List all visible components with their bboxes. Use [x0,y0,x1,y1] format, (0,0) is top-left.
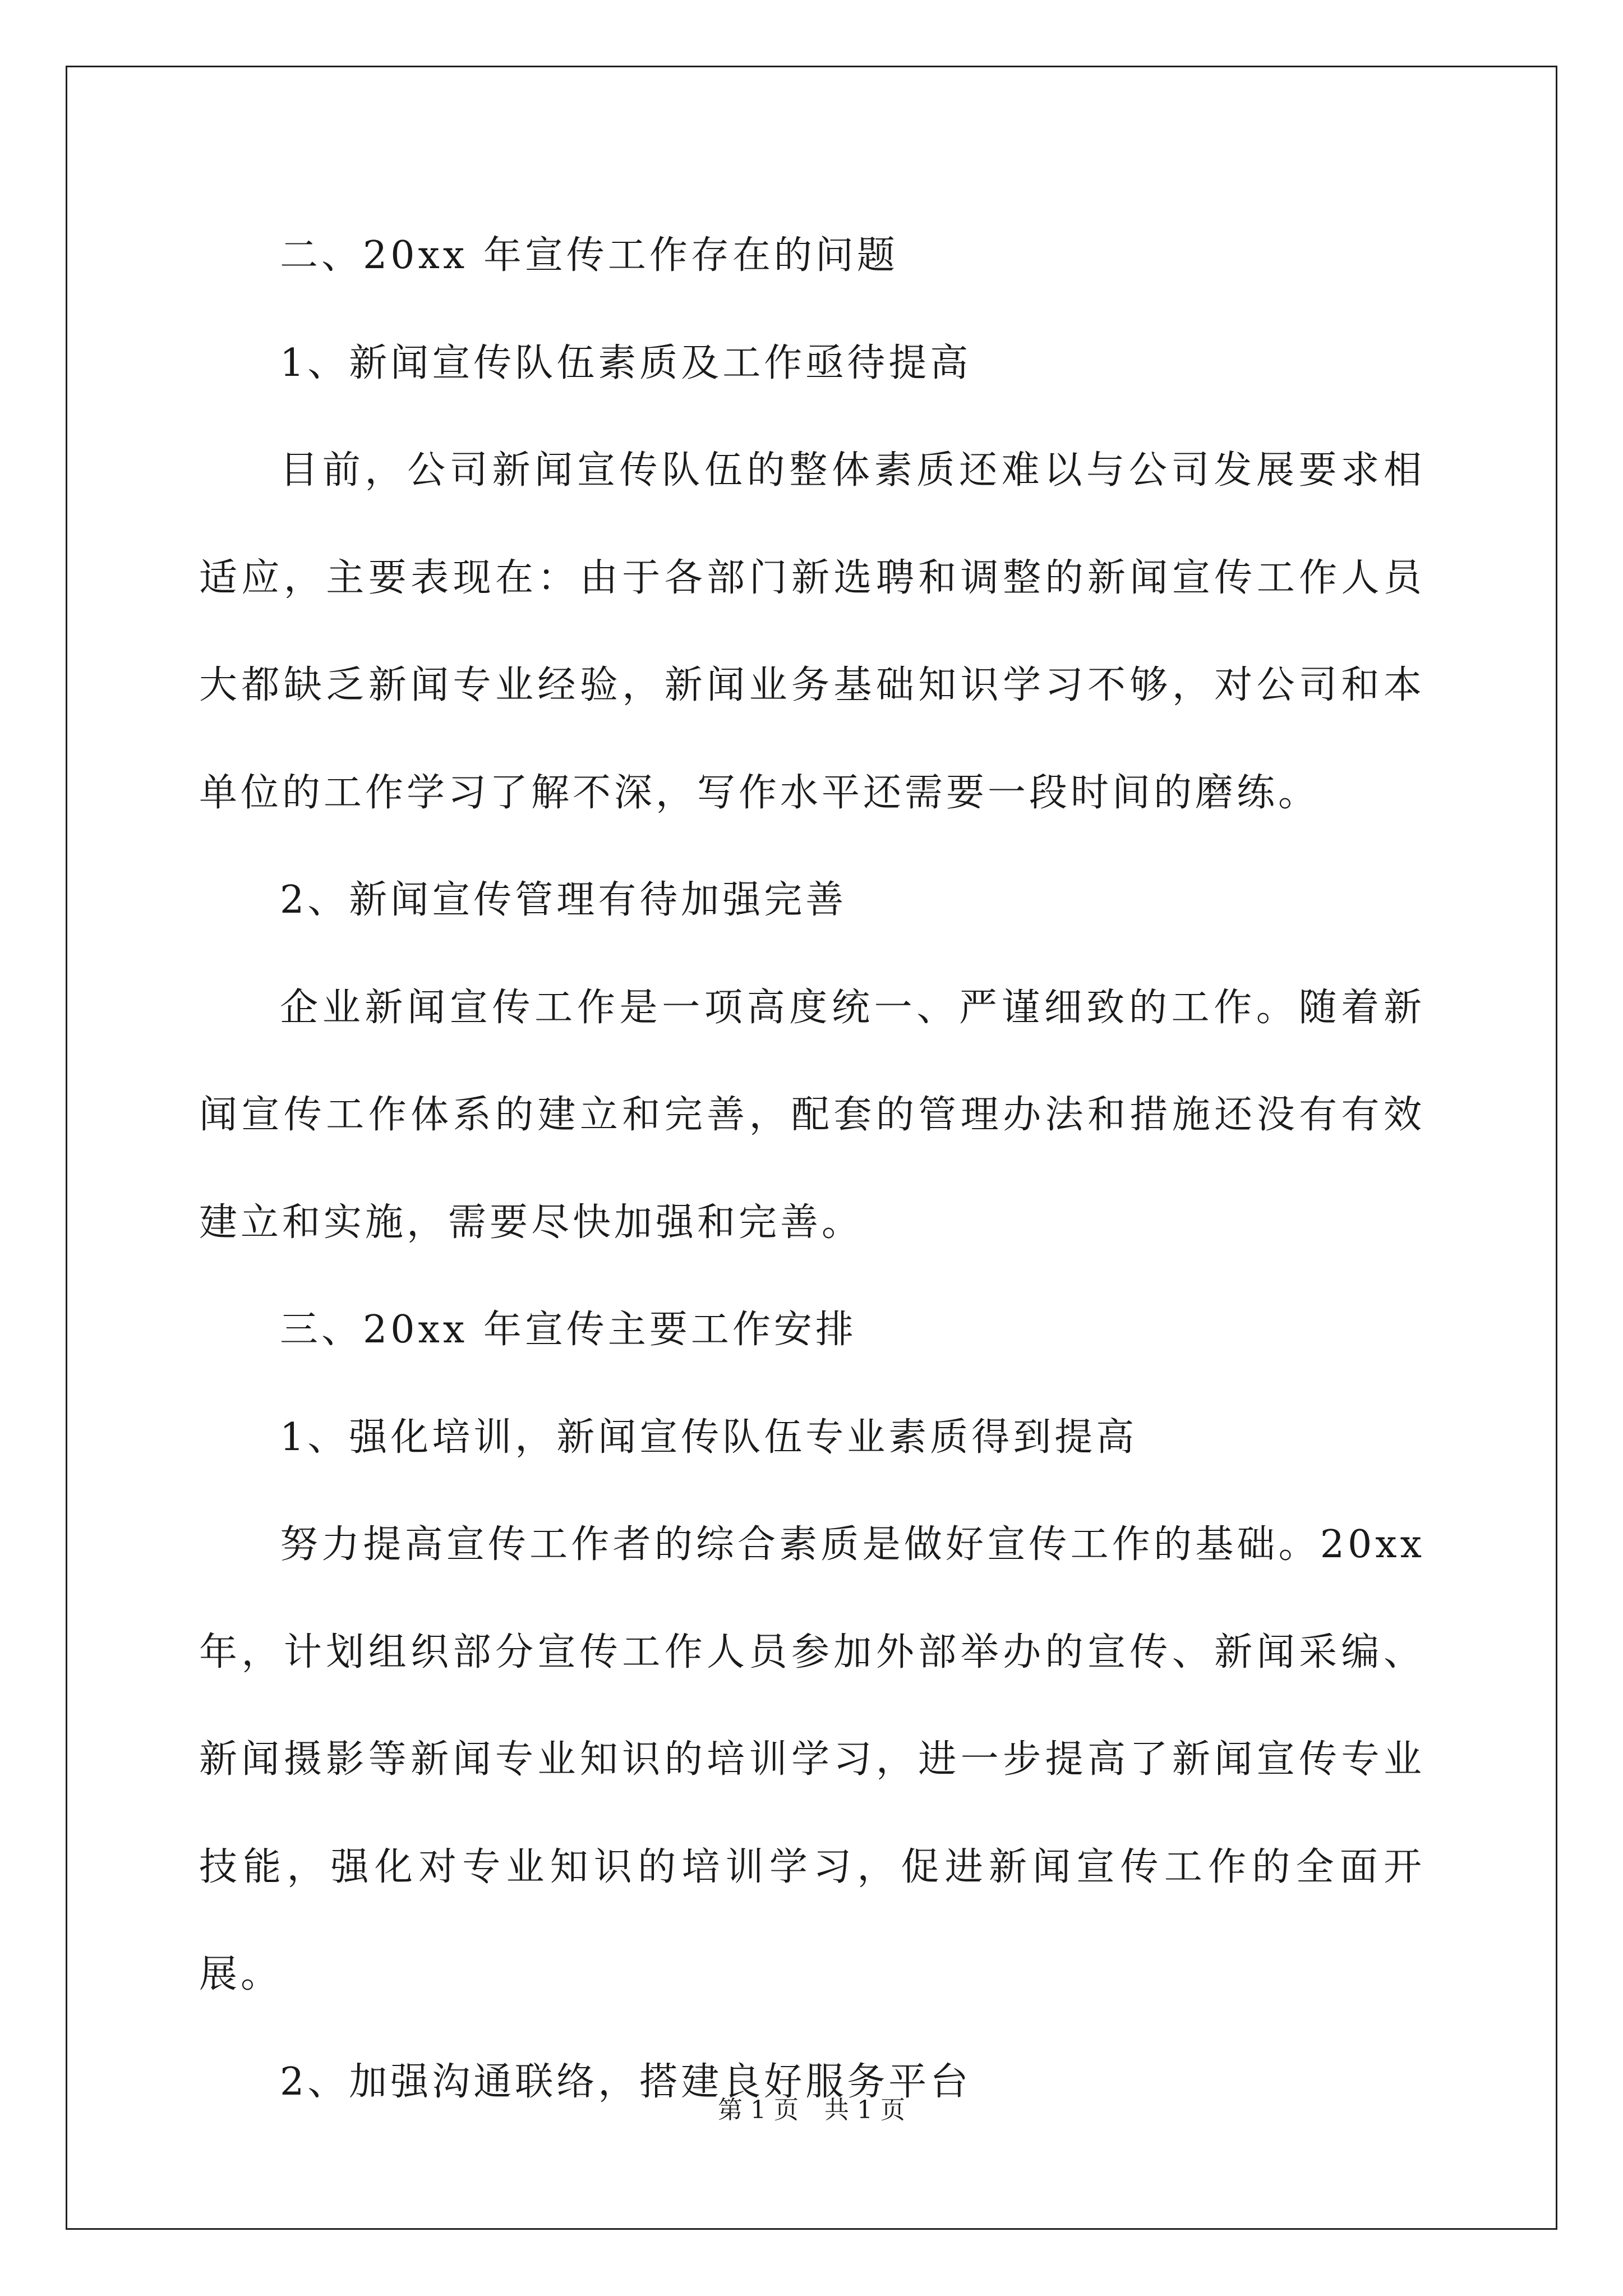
section-heading-problems: 二、20xx 年宣传工作存在的问题 [280,233,898,278]
page-total: 共 1 页 [824,2096,905,2124]
paragraph-team-quality: 目前，公司新闻宣传队伍的整体素质还难以与公司发展要求相适应，主要表现在：由于各部门新选聘和调整的新闻宣传工作人员大都缺乏新闻专业经验，新闻业务基础知识学习不够，对公司和本单位的工作学习了解不深，写作水平还需要一段时间的磨练。 [199,448,1425,815]
section-heading-arrangements: 三、20xx 年宣传主要工作安排 [280,1308,857,1352]
document-body [199,202,1425,2136]
page-footer [0,2093,1623,2127]
subheading-team-quality: 1、新闻宣传队伍素质及工作亟待提高 [280,341,972,385]
page-number: 第 1 页 [718,2096,799,2124]
paragraph-training: 努力提高宣传工作者的综合素质是做好宣传工作的基础。20xx 年，计划组织部分宣传工作人员参加外部举办的宣传、新闻采编、新闻摄影等新闻专业知识的培训学习，进一步提高了新闻宣传专业技能，强化对专业知识的培训学习，促进新闻宣传工作的全面开展。 [199,1522,1425,1996]
subheading-management: 2、新闻宣传管理有待加强完善 [280,878,847,922]
subheading-training: 1、强化培训，新闻宣传队伍专业素质得到提高 [280,1415,1138,1460]
paragraph-management: 企业新闻宣传工作是一项高度统一、严谨细致的工作。随着新闻宣传工作体系的建立和完善，配套的管理办法和措施还没有有效建立和实施，需要尽快加强和完善。 [199,985,1425,1245]
subheading-communication: 2、加强沟通联络，搭建良好服务平台 [280,2059,972,2104]
